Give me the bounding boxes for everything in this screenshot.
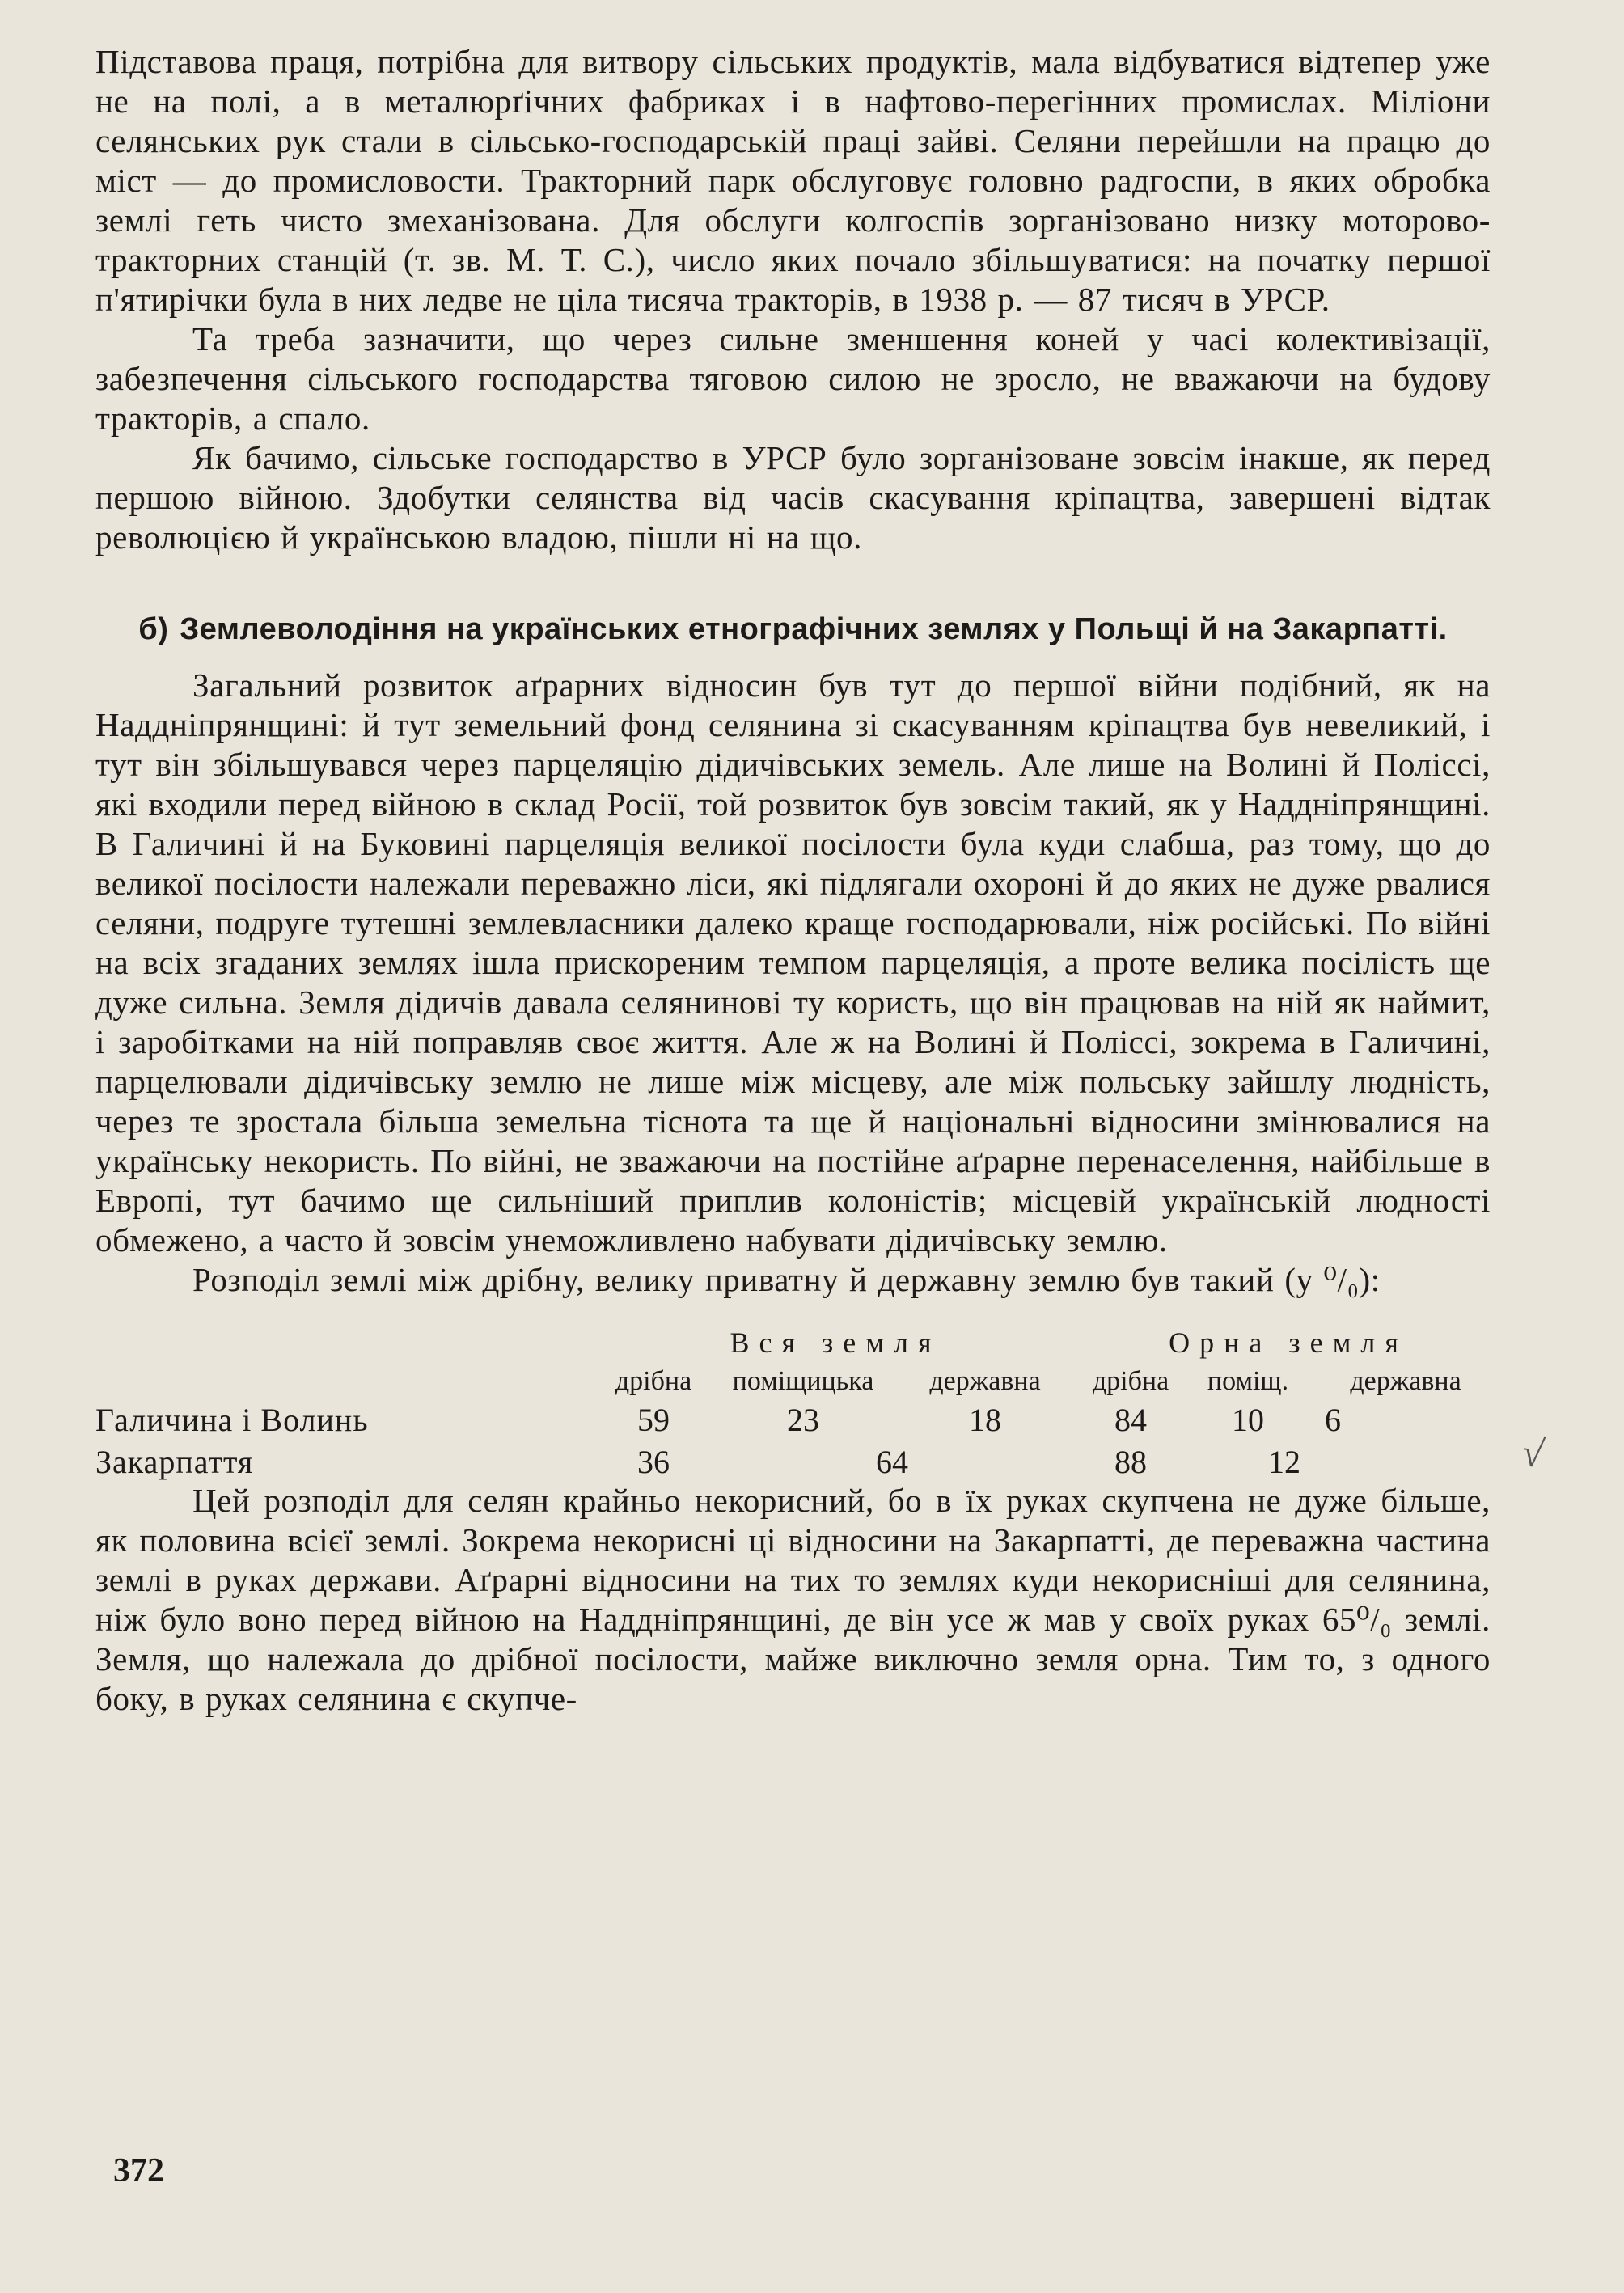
table-row [95,1397,1503,1439]
table-cell: 84 [1114,1402,1148,1438]
table-subheader: поміщицька [732,1366,874,1396]
table-subheader: дрібна [1092,1366,1169,1396]
table-cell: 12 [1268,1444,1301,1480]
body-paragraph-5: Розподіл землі між дрібну, велику приватну й державну землю був такий (у ⁰/₀): [192,1261,1381,1298]
table-group-arable-land: Орна земля [1169,1326,1408,1359]
table-group-all-land: Вся земля [730,1326,941,1359]
margin-check-mark: √ [1519,1431,1546,1477]
table-subheader: поміщ. [1207,1366,1289,1396]
section-heading [95,609,1491,649]
table-cell: 88 [1114,1444,1148,1480]
land-distribution-table [95,1321,1503,1481]
body-paragraph-1: Підставова праця, потрібна для витвору сільських продуктів, мала відбуватися відтепер уже не на полі, а в металюрґічних фабриках і в нафтово-перегінних промислах. Міліони селянських рук стали в сільсько-господарській праці зайві. Селяни перейшли на працю до міст — до промисловости. Тракторний парк обслуговує головно радгоспи, в яких обробка землі геть чисто змеханізована. Для обслуги колгоспів зорганізовано низку моторово-тракторних станцій (т. зв. М. Т. С.), число яких почало збільшуватися: на початку першої п'ятирічки була в них ледве не ціла тисяча тракторів, в 1938 р. — 87 тисяч в УРСР. [95,43,1491,318]
body-paragraph-2: Та треба зазначити, що через сильне зменшення коней у часі колективізації, забезпечення сільського господарства тяговою силою не зросло, не вважаючи на будову тракторів, а спало. [95,320,1491,437]
table-subheader-row [95,1360,1503,1397]
table-row-label: Закарпаття [95,1444,254,1480]
table-cell: 6 [1325,1402,1342,1438]
table-row [95,1439,1503,1481]
body-paragraph-4: Загальний розвиток аґрарних відносин був тут до першої війни подібний, як на Наддніпрянщині: й тут земельний фонд селянина зі скасуванням кріпацтва був невеликий, і тут він збільшувався через парцеляцію дідичівських земель. Але лише на Волині й Поліссі, які входили перед війною в склад Росії, той розвиток був зовсім такий, як у Наддніпрянщині. В Галичині й на Буковині парцеляція великої посілости була куди слабша, раз тому, що до великої посілости належали переважно ліси, які підлягали охороні й до яких не дуже рвалися селяни, подруге тутешні землевласники далеко краще господарювали, ніж російські. По війні на всіх згаданих землях ішла прискореним темпом парцеляція, а проте велика посілість ще дуже сильна. Земля дідичів давала селянинові ту користь, що він працював на ній як наймит, і заробітками на ній поправляв своє життя. Але ж на Волині й Поліссі, зокрема в Галичині, парцелювали дідичівську землю не лише між місцеву, але між польську зайшлу людність, через те зростала більша земельна тіснота та ще й національні відносини змінювалися на українську некористь. По війні, не зважаючи на постійне аґрарне перенаселення, найбільше в Европі, тут бачимо ще сильніший приплив колоністів; місцевій українській людності обмежено, а часто й зовсім унеможливлено набувати дідичівську землю. [95,666,1491,1259]
table-subheader: дрібна [615,1366,692,1396]
table-subheader: державна [1350,1366,1461,1396]
table-cell: 10 [1232,1402,1265,1438]
section-heading-letter: б) [138,612,169,646]
table-subheader: державна [929,1366,1041,1396]
body-paragraph-3: Як бачимо, сільське господарство в УРСР було зорганізоване зовсім інакше, як перед першою війною. Здобутки селянства від часів скасування кріпацтва, завершені відтак революцією й українською владою, пішли ні на що. [95,439,1491,556]
table-cell: 64 [876,1444,908,1480]
table-cell: 23 [787,1402,819,1438]
page-number: 372 [113,2152,164,2189]
table-row-label: Галичина і Волинь [95,1402,369,1438]
body-paragraph-6: Цей розподіл для селян крайньо некорисний, бо в їх руках скупчена не дуже більше, як половина всієї землі. Зокрема некорисні ці відносини на Закарпатті, де переважна частина землі в руках держави. Аґрарні відносини на тих то землях куди некорисніші для селянина, ніж було воно перед війною на Наддніпрянщині, де він усе ж мав у своїх руках 65⁰/₀ землі. Земля, що належала до дрібної посілости, майже виключно земля орна. Тим то, з одного боку, в руках селянина є скупче- [95,1482,1491,1717]
table-cell: 59 [637,1402,670,1438]
section-heading-text: Землеволодіння на українських етнографічних землях у Польщі й на Закарпатті. [180,612,1448,646]
table-cell: 36 [637,1444,670,1480]
table-cell: 18 [969,1402,1001,1438]
table-group-header-row [95,1321,1503,1360]
